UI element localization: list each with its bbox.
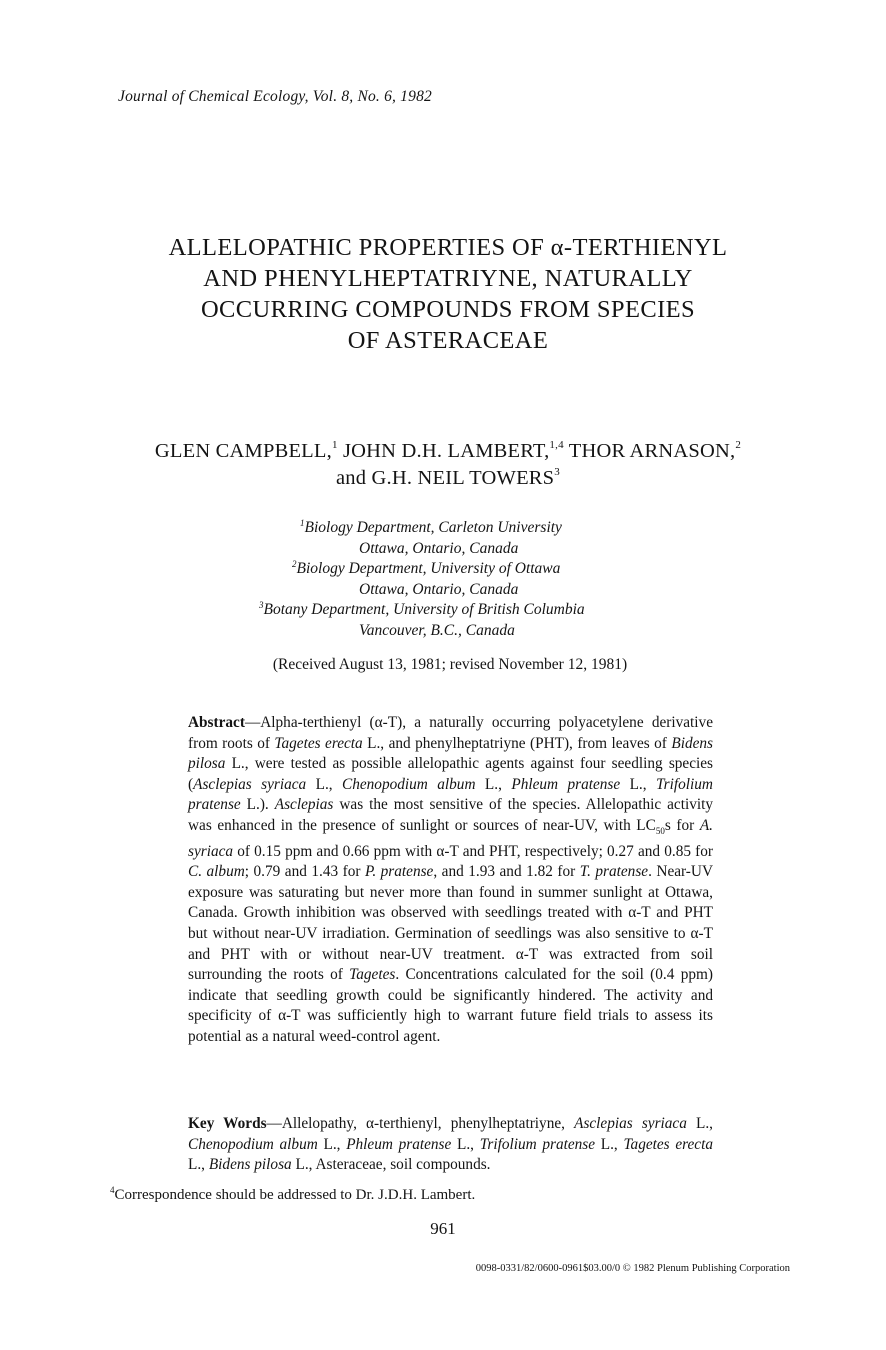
affiliation-marker: 2 xyxy=(292,559,297,569)
affiliations xyxy=(200,518,700,641)
keywords-text: L., xyxy=(317,1135,347,1153)
keywords-italic: Tagetes erecta xyxy=(623,1135,713,1153)
keywords-text: L., Asteraceae, soil compounds. xyxy=(291,1156,491,1174)
abstract-text: — xyxy=(244,714,261,731)
article-title xyxy=(60,232,836,356)
abstract-label: Abstract xyxy=(188,714,245,731)
author-affil-marker: 1 xyxy=(331,439,338,451)
abstract-italic: Chenopodium album xyxy=(342,775,476,793)
keywords-text: L., xyxy=(188,1156,209,1174)
received-dates: (Received August 13, 1981; revised November 12, 1981) xyxy=(272,656,628,673)
abstract-text: . Concentrations calculated for the soil (0.4 ppm) indicate that seedling growth could be significantly hindered. The activity and specificity of α-T was sufficiently high to warrant future field trials to assess its potential as a natural weed-control agent. xyxy=(188,966,713,1045)
abstract-italic: C. album xyxy=(188,863,245,881)
footnote-marker: 4 xyxy=(110,1185,115,1195)
affiliation-marker: 1 xyxy=(300,518,305,528)
keywords-italic: Phleum pratense xyxy=(346,1135,452,1153)
author-line xyxy=(40,465,856,492)
keywords-text: Allelopathy, α-terthienyl, phenylheptatriyne, xyxy=(281,1115,575,1132)
abstract-text: L., xyxy=(475,775,512,793)
abstract-text: L., xyxy=(306,775,343,793)
abstract-italic: Asclepias syriaca xyxy=(193,775,307,793)
abstract-text: , and 1.93 and 1.82 for xyxy=(433,863,580,881)
keywords-label: Key Words xyxy=(188,1115,267,1132)
copyright-line: 0098-0331/82/0600-0961$03.00/0 © 1982 Plenum Publishing Corporation xyxy=(475,1263,790,1274)
abstract-italic: Phleum pratense xyxy=(511,775,621,793)
correspondence-footnote xyxy=(110,1187,475,1204)
affiliation-text: Vancouver, B.C., Canada xyxy=(359,621,515,639)
abstract-text: ; 0.79 and 1.43 for xyxy=(244,863,365,881)
affiliation-line xyxy=(200,539,700,560)
author-name: and G.H. NEIL TOWERS xyxy=(336,467,555,489)
keywords-italic: Trifolium pratense xyxy=(479,1135,596,1153)
keywords-italic: Bidens pilosa xyxy=(208,1156,292,1174)
affiliation-text: Botany Department, University of British Columbia xyxy=(263,601,585,618)
affiliation-text: Ottawa, Ontario, Canada xyxy=(359,539,519,557)
author-name: GLEN CAMPBELL, xyxy=(154,440,332,462)
affiliation-line xyxy=(200,580,700,601)
keywords-text: L., xyxy=(451,1135,480,1153)
title-line: ALLELOPATHIC PROPERTIES OF α-TERTHIENYL xyxy=(168,234,728,261)
keywords-paragraph xyxy=(188,1114,713,1176)
author-list xyxy=(40,438,856,492)
keywords-italic: Asclepias syriaca xyxy=(574,1115,687,1132)
abstract-italic: Bidens pilosa xyxy=(188,734,713,773)
affiliation-text: Ottawa, Ontario, Canada xyxy=(359,580,519,598)
title-line: AND PHENYLHEPTATRIYNE, NATURALLY xyxy=(203,265,693,292)
author-affil-marker: 1,4 xyxy=(549,439,564,451)
abstract-text: of 0.15 ppm and 0.66 ppm with α-T and PHT, respectively; 0.27 and 0.85 for xyxy=(233,842,713,860)
author-name: THOR ARNASON, xyxy=(568,440,736,462)
affiliation-marker: 3 xyxy=(259,600,264,610)
abstract-italic: A. syriaca xyxy=(188,816,713,860)
keywords-text: L., xyxy=(686,1115,713,1132)
page-number: 961 xyxy=(430,1219,456,1238)
title-line: OF ASTERACEAE xyxy=(347,327,549,354)
abstract-italic: T. pratense xyxy=(579,863,649,881)
abstract-paragraph xyxy=(188,713,713,1048)
affiliation-text: Biology Department, Carleton University xyxy=(304,519,562,536)
affiliation-line xyxy=(200,559,700,580)
abstract-text: L., and phenylheptatriyne (PHT), from leaves of xyxy=(362,734,672,752)
journal-citation: Journal of Chemical Ecology, Vol. 8, No. 6, 1982 xyxy=(118,88,432,105)
author-affil-marker: 3 xyxy=(554,466,560,478)
footnote-text: Correspondence should be addressed to Dr. J.D.H. Lambert. xyxy=(114,1187,476,1203)
author-affil-marker: 2 xyxy=(735,439,742,451)
abstract-text: Alpha-terthienyl (α-T), a naturally occurring polyacetylene derivative from roots of xyxy=(188,714,713,752)
abstract-text: L., were tested as possible allelopathic agents against four seedling species ( xyxy=(188,755,713,793)
abstract-text: L.). xyxy=(240,796,275,814)
author-line xyxy=(40,438,856,465)
abstract-italic: P. pratense xyxy=(364,863,434,881)
affiliation-line xyxy=(200,621,700,642)
affiliation-line xyxy=(200,518,700,539)
keywords-text: L., xyxy=(595,1135,624,1153)
abstract-text: was the most sensitive of the species. Allelopathic activity was enhanced in the presence of sunlight or sources of near-UV, with LC xyxy=(188,796,713,834)
title-line: OCCURRING COMPOUNDS FROM SPECIES xyxy=(200,296,696,323)
abstract-text: s for xyxy=(664,816,700,834)
keywords-text: — xyxy=(266,1115,282,1132)
abstract-italic: Asclepias xyxy=(274,796,334,814)
abstract-italic: Tagetes xyxy=(349,966,396,984)
affiliation-text: Biology Department, University of Ottawa xyxy=(296,560,561,577)
keywords-italic: Chenopodium album xyxy=(188,1135,318,1153)
abstract-text: . Near-UV exposure was saturating but never more than found in summer sunlight at Ottawa, Canada. Growth inhibition was observed with seedlings treated with α-T and PHT but without near-UV irradiation. Germination of seedlings was also sensitive to α-T and PHT with or without near-UV treatment. α-T was extracted from soil surrounding the roots of xyxy=(188,863,713,984)
lc50-subscript: 50 xyxy=(655,826,665,837)
abstract-italic: Trifolium pratense xyxy=(188,775,713,814)
affiliation-line xyxy=(200,600,700,621)
author-name: JOHN D.H. LAMBERT, xyxy=(343,440,550,462)
abstract-text: L., xyxy=(620,775,656,793)
abstract-italic: Tagetes erecta xyxy=(274,734,363,752)
